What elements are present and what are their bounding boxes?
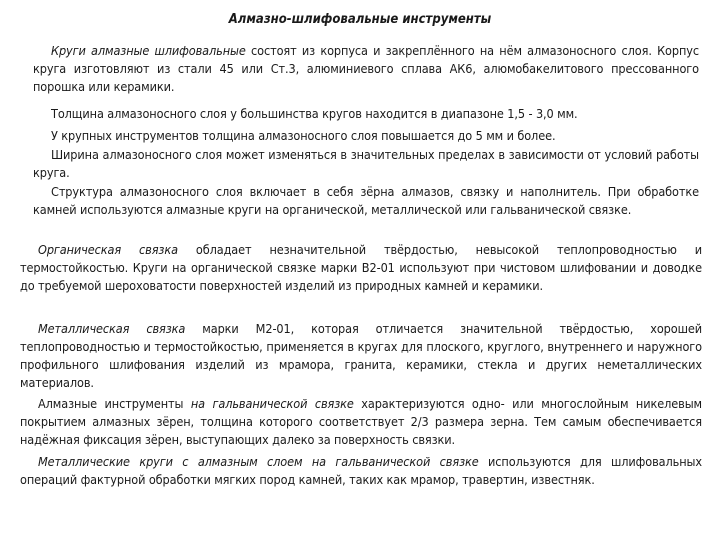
paragraph-layer-thickness: Толщина алмазоносного слоя у большинства кругов находится в диапазоне 1,5 - 3,0 мм. (51, 106, 578, 121)
paragraph-text: используются для шлифовальных операций фактурной обработки мягких пород камней, таких как мрамор, травертин, известняк. (20, 454, 702, 487)
paragraph-metal-bond (20, 320, 702, 392)
term-galvanic-wheels: Металлические круги с алмазным слоем на гальванической связке (38, 454, 479, 469)
paragraph-galvanic-bond (20, 395, 702, 449)
paragraph-diamond-wheels (33, 42, 699, 96)
paragraph-galvanic-wheels (20, 453, 702, 489)
term-metal-bond: Металлическая связка (38, 321, 186, 336)
term-galvanic-bond: на гальванической связке (190, 396, 354, 411)
paragraph-organic-bond (20, 241, 702, 295)
document-title: Алмазно-шлифовальные инструменты (228, 12, 492, 27)
paragraph-text: обладает незначительной твёрдостью, невысокой теплопроводностью и термостойкостью. Круги на органической связке марки В2-01 используют при чистовом шлифовании и доводке до требуемой шероховатости поверхностей изделий из природных камней и керамики. (20, 242, 702, 293)
paragraph-text: характеризуются одно- или многослойным никелевым покрытием алмазных зёрен, толщина которого соответствует 2/3 размера зерна. Тем самым обеспечивается надёжная фиксация зёрен, выступающих далеко за поверхность связки. (20, 396, 703, 447)
paragraph-layer-width: Ширина алмазоносного слоя может изменяться в значительных пределах в зависимости от условий работы круга. (33, 147, 699, 180)
paragraph-text: Алмазные инструменты (38, 396, 191, 411)
term-diamond-wheels: Круги алмазные шлифовальные (51, 43, 246, 58)
paragraph-structure: Структура алмазоносного слоя включает в себя зёрна алмазов, связку и наполнитель. При обработке камней используются алмазные круги на органической, металлической или гальванической связке. (33, 184, 699, 217)
term-organic-bond: Органическая связка (38, 242, 178, 257)
paragraph-text: марки М2-01, которая отличается значительной твёрдостью, хорошей теплопроводностью и термостойкостью, применяется в кругах для плоского, круглого, внутреннего и наружного профильного шлифования изделий из мрамора, гранита, керамики, стекла и других неметаллических материалов. (20, 321, 702, 390)
paragraph-text: состоят из корпуса и закреплённого на нём алмазоносного слоя. Корпус круга изготовляют из стали 45 или Ст.3, алюминиевого сплава АК6, алюмобакелитового прессованного порошка или керамики. (33, 43, 699, 94)
paragraph-large-tools: У крупных инструментов толщина алмазоносного слоя повышается до 5 мм и более. (51, 128, 556, 143)
